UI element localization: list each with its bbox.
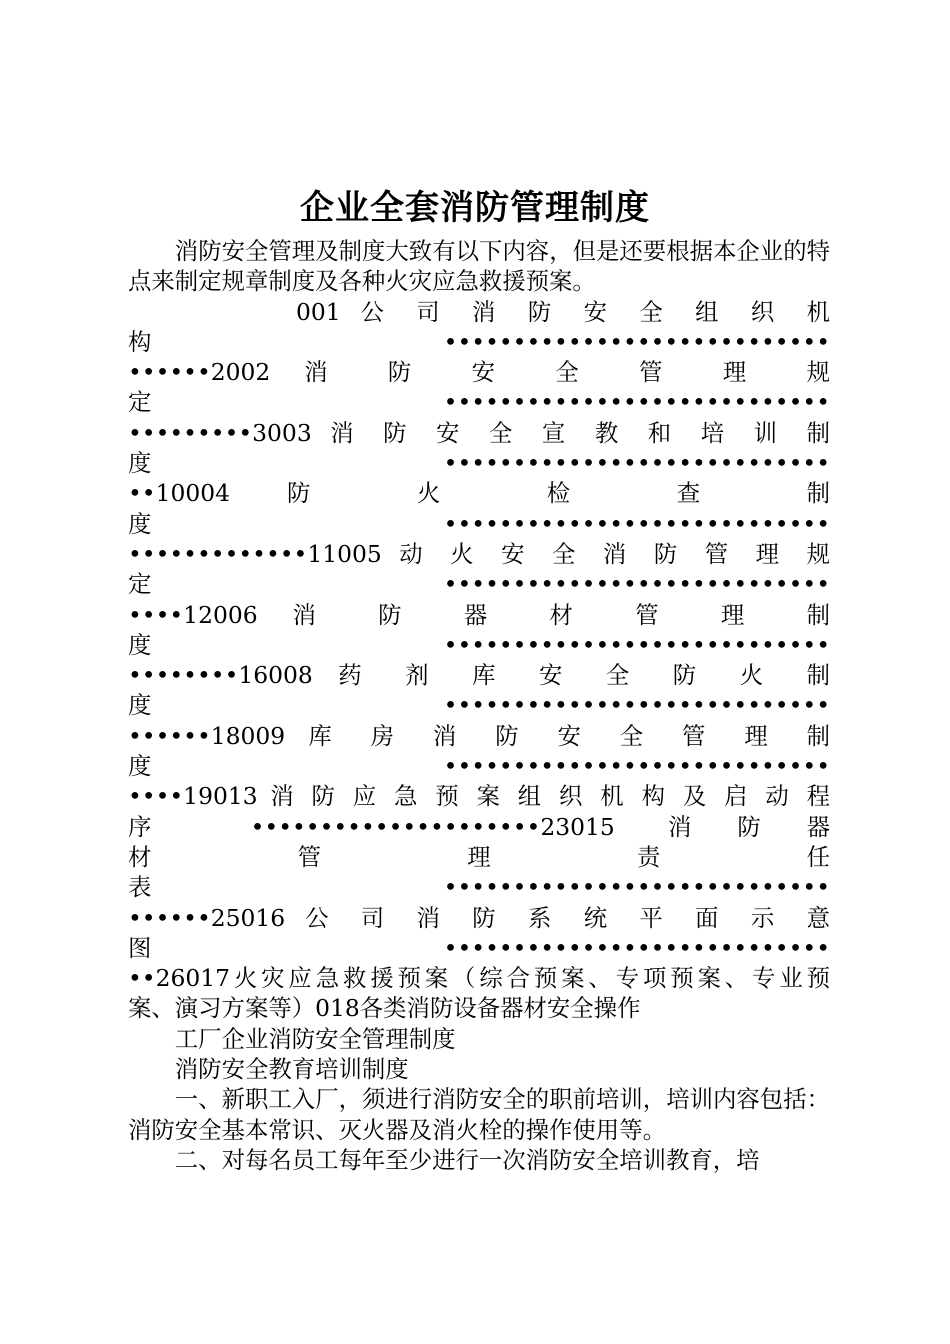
document-body — [128, 236, 830, 1175]
rule-paragraph: 二、对每名员工每年至少进行一次消防安全培训教育，培 — [174, 1145, 760, 1174]
toc-line: ••••12006 消 防 器 材 管 理 制 — [128, 600, 830, 629]
toc-line: ••••19013 消 防 应 急 预 案 组 织 机 构 及 启 动 程 — [128, 782, 830, 811]
toc-line: ••10004 防 火 检 查 制 — [128, 479, 830, 508]
toc-line: ••••••18009 库 房 消 防 安 全 管 理 制 — [128, 721, 830, 750]
toc-line: ••26017火灾应急救援预案（综合预案、专项预案、专业预 — [128, 964, 830, 993]
toc-line: 表 •••••••••••••••••••••••••••• — [128, 873, 830, 902]
toc-line: 构 •••••••••••••••••••••••••••• — [128, 327, 830, 356]
toc-line: •••••••••3003 消 防 安 全 宣 教 和 培 训 制 — [128, 418, 830, 447]
toc-line: 度 •••••••••••••••••••••••••••• — [128, 509, 830, 538]
toc-line: 案、演习方案等）018各类消防设备器材安全操作 — [128, 994, 641, 1023]
rule-paragraph: 一、新职工入厂，须进行消防安全的职前培训，培训内容包括：消防安全基本常识、灭火器及消火栓的操作使用等。 — [128, 1085, 830, 1144]
intro-paragraph: 消防安全管理及制度大致有以下内容，但是还要根据本企业的特点来制定规章制度及各种火灾应急救援预案。 — [128, 237, 830, 296]
document-title: 企业全套消防管理制度 — [300, 188, 650, 228]
toc-line: 材 管 理 责 任 — [128, 842, 830, 871]
section-heading: 工厂企业消防安全管理制度 — [174, 1024, 456, 1053]
toc-line: 序 •••••••••••••••••••••23015 消防器 — [128, 812, 830, 841]
section-subheading: 消防安全教育培训制度 — [174, 1055, 409, 1084]
toc-line: ••••••25016 公 司 消 防 系 统 平 面 示 意 — [128, 903, 830, 932]
toc-line: 度 •••••••••••••••••••••••••••• — [128, 691, 830, 720]
toc-line: 001 公 司 消 防 安 全 组 织 机 — [296, 297, 830, 326]
toc-line: 度 •••••••••••••••••••••••••••• — [128, 449, 830, 478]
toc-line: •••••••••••••11005 动 火 安 全 消 防 管 理 规 — [128, 539, 830, 568]
toc-line: ••••••2002 消 防 安 全 管 理 规 — [128, 358, 830, 387]
toc-line: 定 •••••••••••••••••••••••••••• — [128, 570, 830, 599]
toc-line: 定 •••••••••••••••••••••••••••• — [128, 388, 830, 417]
toc-line: 度 •••••••••••••••••••••••••••• — [128, 630, 830, 659]
table-of-contents — [128, 297, 830, 1024]
toc-line: ••••••••16008 药 剂 库 安 全 防 火 制 — [128, 661, 830, 690]
toc-line: 度 •••••••••••••••••••••••••••• — [128, 752, 830, 781]
toc-line: 图 •••••••••••••••••••••••••••• — [128, 933, 830, 962]
